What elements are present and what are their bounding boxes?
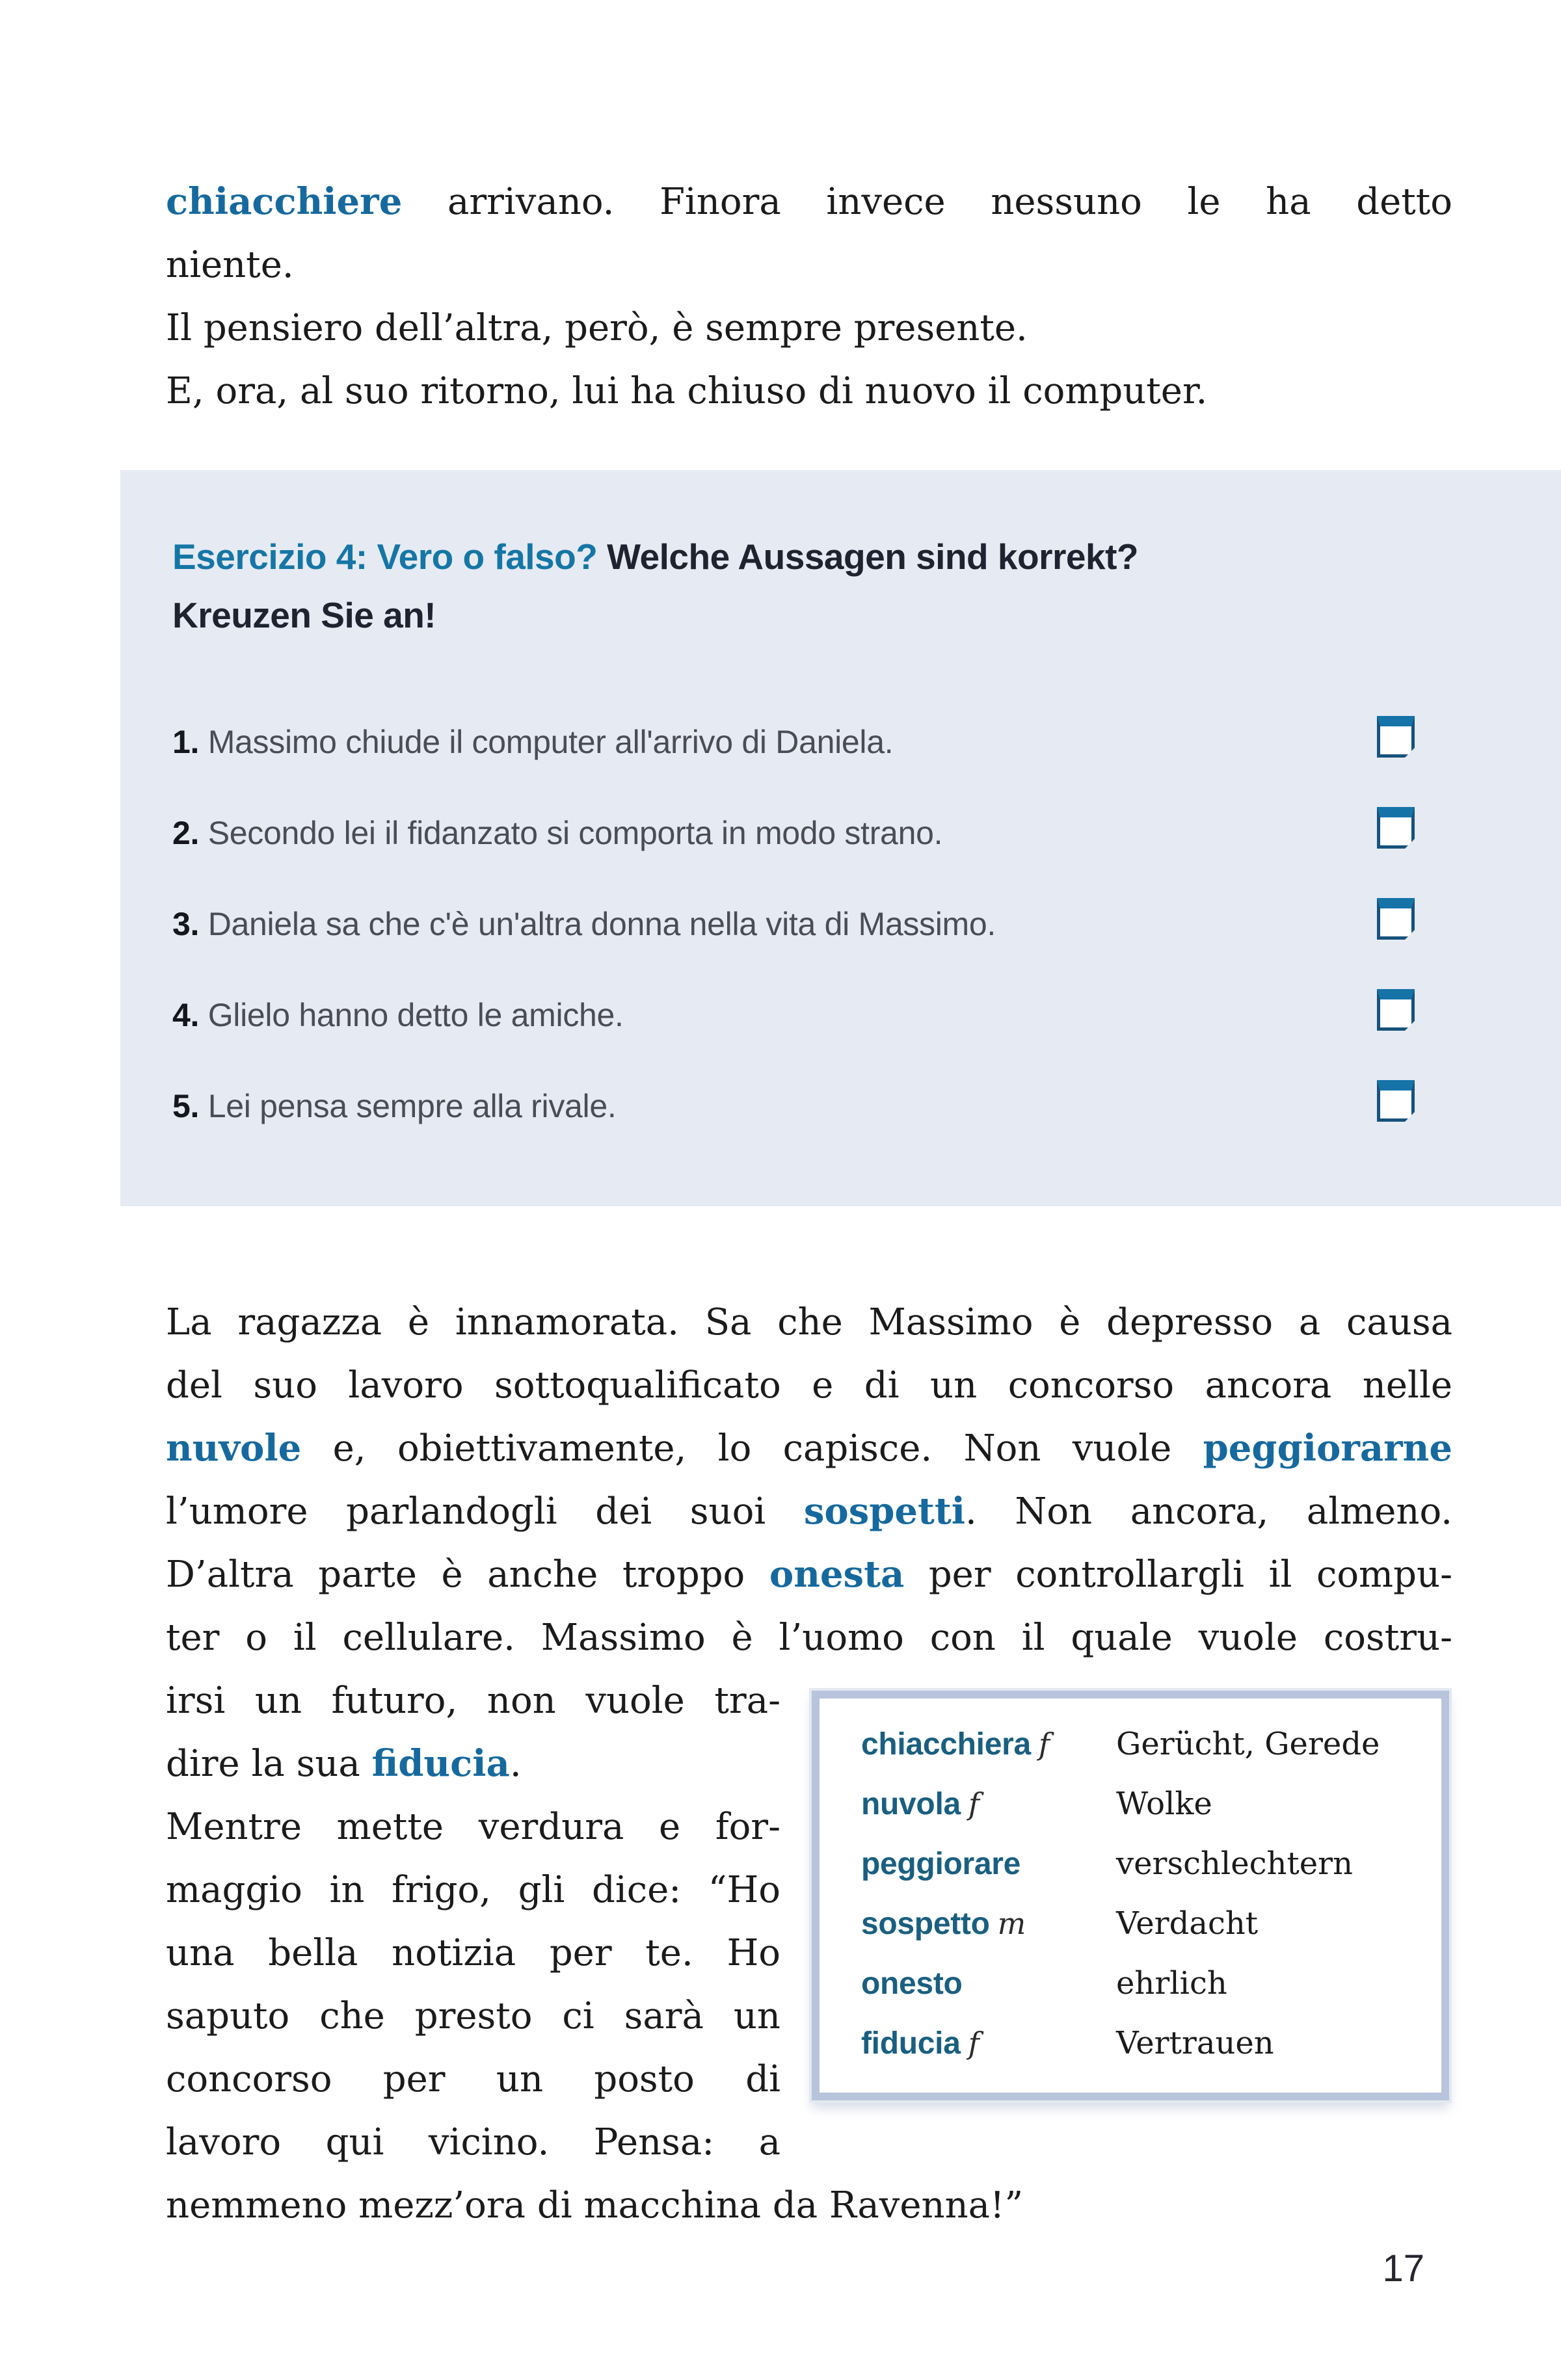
intro-line <box>166 297 1452 360</box>
text-segment: . Non ancora, almeno. <box>965 1490 1453 1533</box>
story-paragraph-narrow <box>166 1669 780 2174</box>
story-narrow-line <box>166 1858 780 1922</box>
highlighted-word: peggiorarne <box>1203 1427 1452 1470</box>
exercise-item-2 <box>172 812 1561 854</box>
vocab-term: chiacchiera <box>861 1727 1031 1762</box>
story-wide-line <box>166 1417 1452 1480</box>
vocab-term-cell <box>861 1906 1116 1942</box>
vocab-gender: f <box>968 1786 980 1821</box>
vocab-row-5 <box>861 1965 1441 2025</box>
text-segment: D’altra parte è anche troppo <box>166 1554 769 1596</box>
vocab-term-cell <box>861 1846 1116 1882</box>
text-segment: ter o il cellulare. Massimo è l’uomo con il quale vuole costru- <box>166 1617 1452 1659</box>
vocab-row-1 <box>861 1726 1441 1786</box>
vocab-term-cell <box>861 1786 1116 1822</box>
vocab-row-2 <box>861 1786 1441 1845</box>
text-segment: del suo lavoro sottoqualificato e di un concorso ancora nelle <box>166 1364 1452 1407</box>
vocab-term: fiducia <box>861 2026 961 2061</box>
text-segment: irsi un futuro, non vuole tra- <box>166 1680 780 1722</box>
item-text: Secondo lei il fidanzato si comporta in modo strano. <box>199 815 943 851</box>
text-segment: concorso per un posto di <box>166 2058 780 2100</box>
exercise-title-italian: Esercizio 4: Vero o falso? <box>172 536 598 577</box>
text-segment: una bella notizia per te. Ho <box>166 1932 780 1974</box>
vocab-translation: Gerücht, Gerede <box>1116 1726 1380 1762</box>
exercise-item-3 <box>172 903 1561 945</box>
answer-checkbox-5[interactable] <box>1377 1080 1415 1122</box>
story-narrow-line <box>166 1669 780 1732</box>
answer-checkbox-2[interactable] <box>1377 807 1415 849</box>
vocab-row-4 <box>861 1905 1441 1965</box>
text-segment: per controllargli il compu- <box>904 1554 1452 1596</box>
story-narrow-line <box>166 2048 780 2111</box>
vocab-term-cell <box>861 2026 1116 2061</box>
story-narrow-line <box>166 2111 780 2174</box>
vocab-term-cell <box>861 1966 1116 2002</box>
vocab-gender: f <box>968 2026 980 2061</box>
story-closing-line <box>166 2174 1452 2237</box>
item-number: 2. <box>172 815 200 851</box>
vocab-gender: m <box>997 1906 1026 1941</box>
vocab-translation: Wolke <box>1116 1786 1212 1822</box>
exercise-box <box>120 470 1561 1206</box>
answer-checkbox-3[interactable] <box>1377 898 1415 940</box>
story-narrow-line <box>166 1732 780 1795</box>
exercise-item-4 <box>172 994 1561 1036</box>
item-text: Daniela sa che c'è un'altra donna nella vita di Massimo. <box>199 906 996 942</box>
item-text: Glielo hanno detto le amiche. <box>199 997 624 1033</box>
item-number: 5. <box>172 1088 200 1124</box>
highlighted-word: sospetti <box>803 1490 966 1533</box>
exercise-title-line1 <box>172 527 1447 586</box>
story-wide-line <box>166 1354 1452 1417</box>
intro-line <box>166 170 1452 233</box>
vocab-row-6 <box>861 2025 1441 2085</box>
vocab-gender: f <box>1038 1726 1050 1762</box>
item-number: 4. <box>172 997 200 1033</box>
story-narrow-line <box>166 1922 780 1985</box>
answer-checkbox-1[interactable] <box>1377 716 1415 758</box>
vocab-term: onesto <box>861 1966 963 2001</box>
text-segment: Il pensiero dell’altra, però, è sempre presente. <box>166 307 1028 349</box>
story-narrow-line <box>166 1795 780 1858</box>
story-wide-line <box>166 1606 1452 1669</box>
exercise-item-list <box>172 721 1561 1127</box>
text-segment: lavoro qui vicino. Pensa: a <box>166 2121 780 2163</box>
vocab-row-3 <box>861 1845 1441 1905</box>
text-segment: . <box>509 1743 522 1785</box>
story-wide-line <box>166 1480 1452 1543</box>
intro-line <box>166 233 1452 297</box>
vocab-term-cell <box>861 1726 1116 1762</box>
text-segment: e, obiettivamente, lo capisce. Non vuole <box>301 1427 1203 1470</box>
vocab-translation: verschlechtern <box>1116 1845 1354 1882</box>
highlighted-word: fiducia <box>371 1742 510 1785</box>
item-text: Massimo chiude il computer all'arrivo di Daniela. <box>199 724 894 760</box>
exercise-title <box>172 527 1447 644</box>
text-segment: l’umore parlandogli dei suoi <box>166 1490 804 1533</box>
vocabulary-box <box>812 1691 1449 2100</box>
highlighted-word: nuvole <box>166 1427 302 1470</box>
vocab-term: peggiorare <box>861 1847 1021 1881</box>
intro-paragraph <box>166 170 1452 423</box>
vocab-term: sospetto <box>861 1907 990 1941</box>
story-narrow-line <box>166 1985 780 2048</box>
exercise-title-german-2: Kreuzen Sie an! <box>172 595 436 635</box>
exercise-title-german-1: Welche Aussagen sind korrekt? <box>597 536 1138 577</box>
vocab-translation: Vertrauen <box>1116 2025 1274 2061</box>
exercise-item-5 <box>172 1085 1561 1127</box>
text-segment: saputo che presto ci sarà un <box>166 1995 780 2037</box>
item-number: 1. <box>172 724 200 760</box>
text-segment: arrivano. Finora invece nessuno le ha detto <box>402 181 1452 223</box>
vocab-translation: ehrlich <box>1116 1965 1227 2002</box>
answer-checkbox-4[interactable] <box>1377 989 1415 1031</box>
story-paragraph-wide <box>166 1291 1452 1669</box>
text-segment: niente. <box>166 244 294 286</box>
item-number: 3. <box>172 906 200 942</box>
vocab-translation: Verdacht <box>1116 1905 1259 1942</box>
vocab-term: nuvola <box>861 1787 961 1821</box>
story-wide-line <box>166 1291 1452 1354</box>
story-wide-line <box>166 1543 1452 1606</box>
text-segment: dire la sua <box>166 1743 372 1785</box>
item-text: Lei pensa sempre alla rivale. <box>199 1088 617 1124</box>
highlighted-word: chiacchiere <box>166 180 403 223</box>
text-segment: Mentre mette verdura e for- <box>166 1806 780 1848</box>
intro-line <box>166 360 1452 423</box>
story-closing-line <box>166 2174 1452 2237</box>
page-number: 17 <box>1382 2247 1424 2290</box>
text-segment: nemmeno mezz’ora di macchina da Ravenna!” <box>166 2184 1024 2227</box>
text-segment: La ragazza è innamorata. Sa che Massimo è depresso a causa <box>166 1301 1452 1343</box>
highlighted-word: onesta <box>769 1553 905 1596</box>
exercise-title-line2 <box>172 586 1447 644</box>
text-segment: maggio in frigo, gli dice: “Ho <box>166 1869 780 1911</box>
exercise-item-1 <box>172 721 1561 763</box>
text-segment: E, ora, al suo ritorno, lui ha chiuso di nuovo il computer. <box>166 370 1208 412</box>
